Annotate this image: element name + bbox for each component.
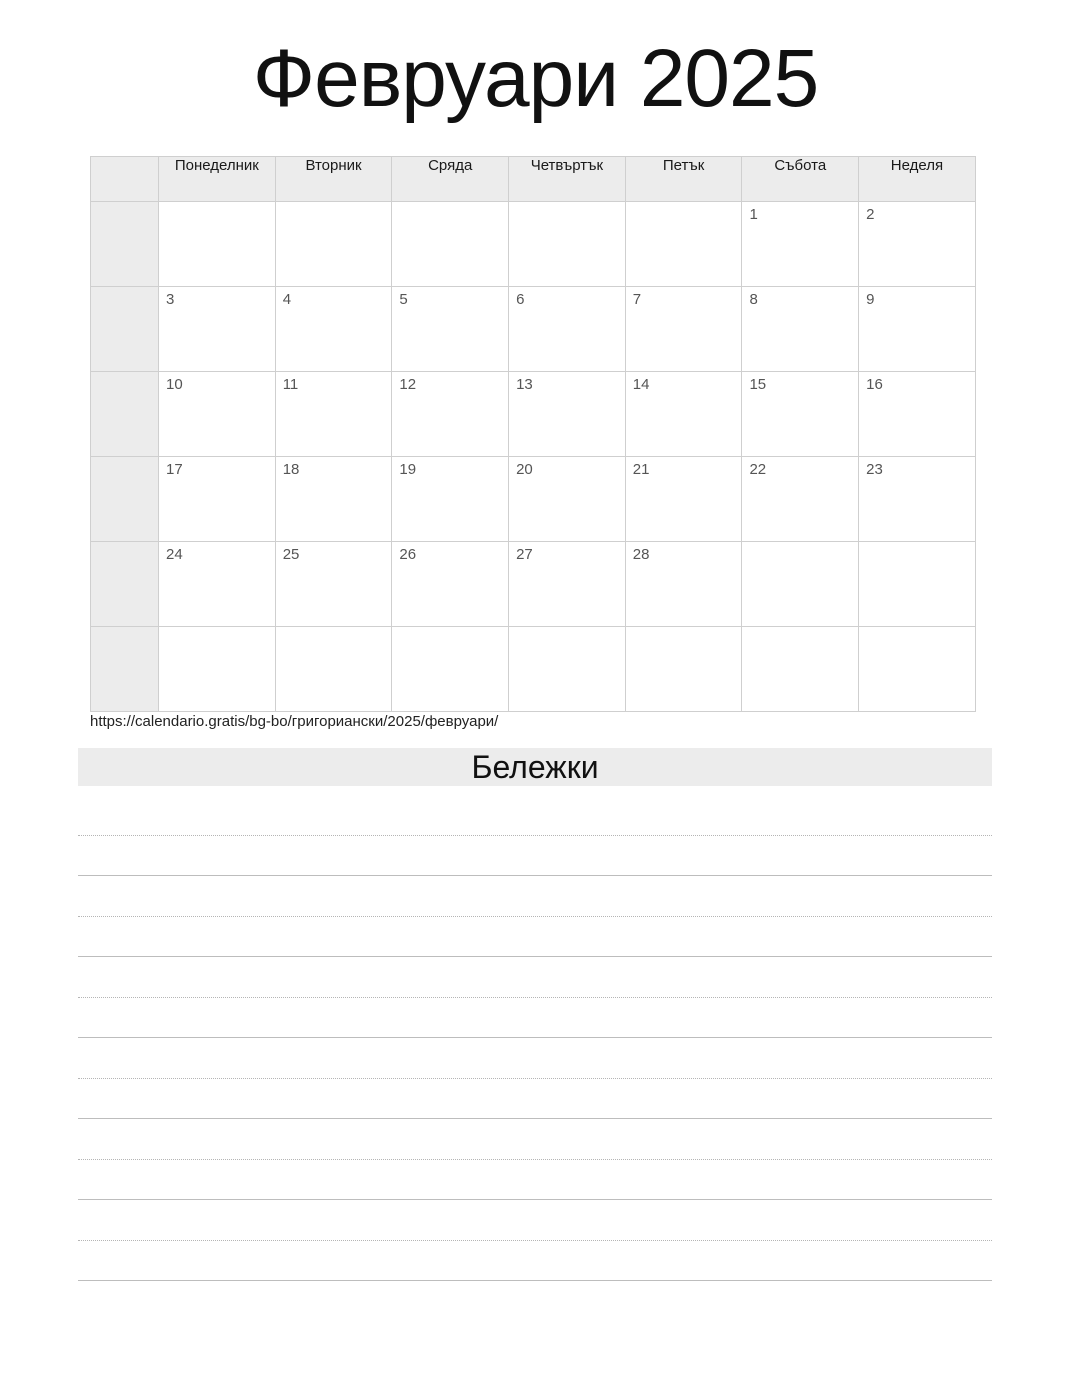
- note-line[interactable]: [78, 917, 992, 958]
- calendar-day-cell[interactable]: [742, 542, 859, 627]
- calendar-day-cell[interactable]: [509, 372, 626, 457]
- day-number: 22: [749, 461, 767, 478]
- calendar-day-cell[interactable]: [275, 287, 392, 372]
- weekday-header-thursday: Четвъртък: [509, 157, 626, 202]
- calendar-day-cell[interactable]: [275, 457, 392, 542]
- day-number: 19: [399, 461, 417, 478]
- calendar-week-row: [91, 457, 976, 542]
- calendar-day-cell[interactable]: [159, 542, 276, 627]
- day-number: 24: [166, 546, 183, 563]
- weekday-header-tuesday: Вторник: [275, 157, 392, 202]
- note-line[interactable]: [78, 1160, 992, 1201]
- calendar-gutter-cell: [91, 287, 159, 372]
- calendar-day-cell[interactable]: [625, 457, 742, 542]
- day-number: 4: [282, 291, 292, 308]
- day-number: 2: [866, 206, 875, 223]
- day-number: 5: [399, 291, 408, 308]
- calendar-day-cell[interactable]: [159, 287, 276, 372]
- day-number: 26: [399, 546, 417, 563]
- day-number: 12: [399, 376, 417, 393]
- calendar-table: [90, 156, 976, 712]
- page-title: Февруари 2025: [252, 33, 819, 124]
- calendar-day-cell[interactable]: [159, 202, 276, 287]
- note-line[interactable]: [78, 957, 992, 998]
- calendar-day-cell[interactable]: [625, 372, 742, 457]
- source-url-link[interactable]: https://calendario.gratis/bg-bo/григориански/2025/февруари/: [90, 713, 499, 730]
- calendar-gutter-cell: [91, 457, 159, 542]
- weekday-header-monday: Понеделник: [159, 157, 276, 202]
- day-number: 27: [516, 546, 533, 563]
- calendar-day-cell[interactable]: [859, 372, 976, 457]
- weekday-header-saturday: Събота: [742, 157, 859, 202]
- note-line[interactable]: [78, 836, 992, 877]
- calendar-day-cell[interactable]: [742, 202, 859, 287]
- calendar-header-row: [91, 157, 976, 202]
- calendar-gutter-header: [91, 157, 159, 202]
- calendar-day-cell[interactable]: [625, 627, 742, 712]
- day-number: 3: [166, 291, 175, 308]
- calendar-day-cell[interactable]: [275, 202, 392, 287]
- day-number: 14: [632, 376, 650, 393]
- calendar-gutter-cell: [91, 627, 159, 712]
- day-number: 13: [516, 376, 533, 393]
- calendar-day-cell[interactable]: [625, 542, 742, 627]
- calendar-week-row: [91, 287, 976, 372]
- calendar-day-cell[interactable]: [392, 372, 509, 457]
- note-line[interactable]: [78, 998, 992, 1039]
- note-line[interactable]: [78, 1241, 992, 1282]
- calendar-day-cell[interactable]: [509, 627, 626, 712]
- day-number: 9: [866, 291, 875, 308]
- day-number: 1: [749, 206, 758, 223]
- calendar-gutter-cell: [91, 202, 159, 287]
- calendar-week-row: [91, 372, 976, 457]
- note-line[interactable]: [78, 876, 992, 917]
- day-number: 17: [166, 461, 183, 478]
- day-number: 6: [516, 291, 525, 308]
- calendar-day-cell[interactable]: [742, 372, 859, 457]
- calendar-day-cell[interactable]: [742, 627, 859, 712]
- calendar-day-cell[interactable]: [509, 287, 626, 372]
- day-number: 20: [516, 461, 533, 478]
- notes-lines-area[interactable]: [78, 795, 992, 1281]
- calendar-day-cell[interactable]: [275, 372, 392, 457]
- day-number: 21: [632, 461, 650, 478]
- calendar-day-cell[interactable]: [509, 202, 626, 287]
- calendar-day-cell[interactable]: [509, 457, 626, 542]
- calendar-day-cell[interactable]: [159, 627, 276, 712]
- calendar-day-cell[interactable]: [509, 542, 626, 627]
- calendar-day-cell[interactable]: [859, 457, 976, 542]
- day-number: 8: [749, 291, 758, 308]
- calendar-day-cell[interactable]: [859, 287, 976, 372]
- calendar-day-cell[interactable]: [392, 287, 509, 372]
- calendar-day-cell[interactable]: [275, 627, 392, 712]
- calendar-day-cell[interactable]: [625, 202, 742, 287]
- day-number: 15: [749, 376, 767, 393]
- note-line[interactable]: [78, 795, 992, 836]
- day-number: 18: [282, 461, 300, 478]
- weekday-header-wednesday: Сряда: [392, 157, 509, 202]
- note-line[interactable]: [78, 1038, 992, 1079]
- calendar-day-cell[interactable]: [742, 287, 859, 372]
- day-number: 25: [282, 546, 300, 563]
- calendar-gutter-cell: [91, 542, 159, 627]
- day-number: 28: [632, 546, 650, 563]
- day-number: 10: [166, 376, 183, 393]
- calendar-day-cell[interactable]: [859, 202, 976, 287]
- calendar-day-cell[interactable]: [742, 457, 859, 542]
- calendar-week-row: [91, 542, 976, 627]
- calendar-day-cell[interactable]: [275, 542, 392, 627]
- day-number: 16: [866, 376, 883, 393]
- weekday-header-friday: Петък: [625, 157, 742, 202]
- calendar-day-cell[interactable]: [159, 372, 276, 457]
- calendar-gutter-cell: [91, 372, 159, 457]
- calendar-day-cell[interactable]: [859, 627, 976, 712]
- calendar-day-cell[interactable]: [392, 202, 509, 287]
- calendar-week-row: [91, 202, 976, 287]
- calendar-day-cell[interactable]: [859, 542, 976, 627]
- day-number: 7: [632, 291, 642, 308]
- calendar-day-cell[interactable]: [159, 457, 276, 542]
- weekday-header-sunday: Неделя: [859, 157, 976, 202]
- notes-heading: Бележки: [78, 748, 992, 786]
- note-line[interactable]: [78, 1119, 992, 1160]
- calendar-day-cell[interactable]: [392, 542, 509, 627]
- calendar-day-cell[interactable]: [392, 627, 509, 712]
- calendar-day-cell[interactable]: [392, 457, 509, 542]
- calendar-week-row: [91, 627, 976, 712]
- note-line[interactable]: [78, 1200, 992, 1241]
- calendar-day-cell[interactable]: [625, 287, 742, 372]
- note-line[interactable]: [78, 1079, 992, 1120]
- day-number: 23: [866, 461, 883, 478]
- day-number: 11: [282, 376, 299, 393]
- calendar-container: [90, 156, 975, 712]
